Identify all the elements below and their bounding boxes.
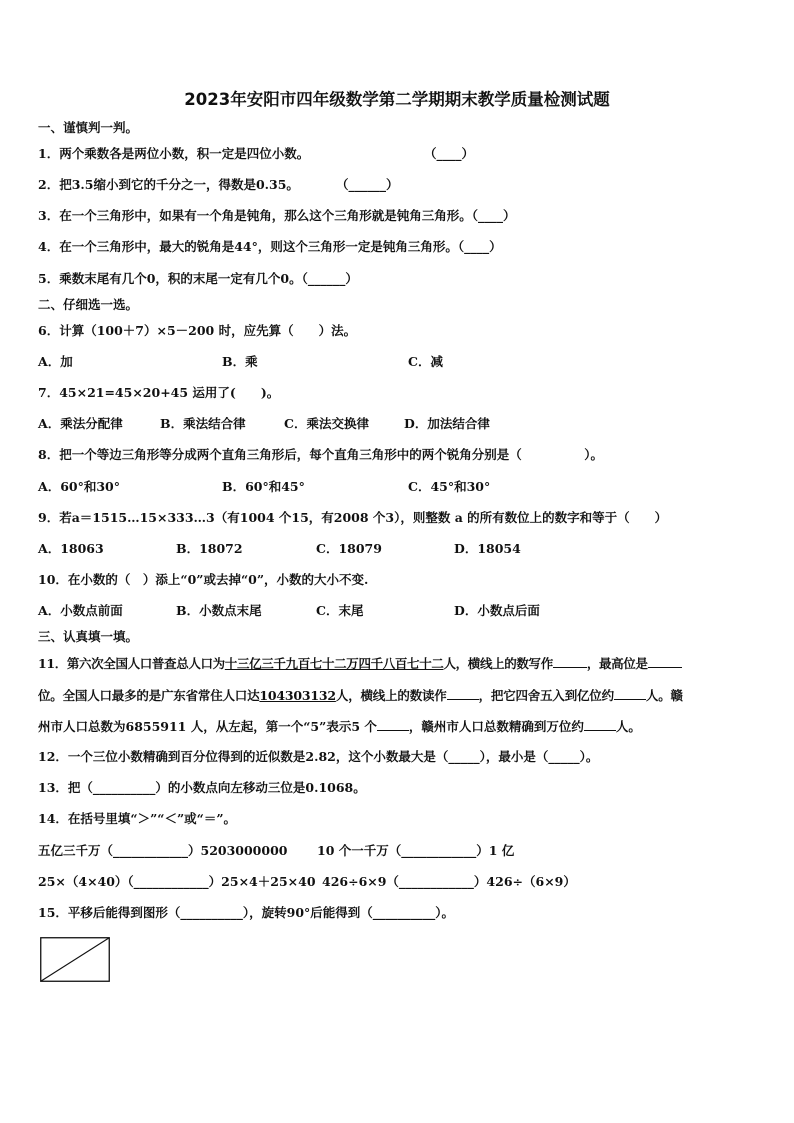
question-11-line-1	[38, 655, 682, 672]
question-7-option-c[interactable]: C．乘法交换律	[284, 416, 369, 431]
question-6-option-a[interactable]: A．加	[38, 354, 73, 369]
question-11-text: ，把它四舍五入到亿位约	[478, 688, 614, 703]
question-9-option-a[interactable]: A．18063	[38, 541, 104, 556]
question-11-text: 11．第六次全国人口普查总人口为	[38, 656, 225, 671]
question-7-option-a[interactable]: A．乘法分配律	[38, 416, 123, 431]
figure-diagonal-line	[41, 938, 110, 982]
question-1	[38, 146, 309, 162]
question-9-option-d[interactable]: D．18054	[454, 541, 521, 556]
answer-blank[interactable]	[614, 687, 646, 700]
question-7-option-b[interactable]: B．乘法结合律	[160, 416, 246, 431]
question-6-option-c[interactable]: C．减	[408, 354, 443, 369]
question-11-text: 州市人口总数为6855911 人，从左起，第一个“5”表示5 个	[38, 719, 377, 734]
question-9-option-b[interactable]: B．18072	[176, 541, 243, 556]
question-7-option-d[interactable]: D．加法结合律	[404, 416, 490, 431]
question-2	[38, 177, 299, 193]
question-10-option-d[interactable]: D．小数点后面	[454, 603, 540, 618]
question-13: 13．把（__________）的小数点向左移动三位是0.1068。	[38, 780, 366, 795]
question-9-option-c[interactable]: C．18079	[316, 541, 382, 556]
question-8-option-b[interactable]: B．60°和45°	[222, 479, 305, 494]
question-14-compare-4[interactable]: 426÷6×9（____________）426÷（6×9）	[322, 874, 576, 889]
question-11-text: 人。赣	[645, 688, 683, 703]
question-14-compare-2[interactable]: 10 个一千万（____________）1 亿	[317, 843, 515, 858]
question-8-option-c[interactable]: C．45°和30°	[408, 479, 491, 494]
question-10: 10．在小数的（ ）添上“0”或去掉“0”，小数的大小不变.	[38, 572, 369, 587]
question-11-text: 人，横线上的数写作	[443, 656, 553, 671]
question-14-compare-3[interactable]: 25×（4×40）（____________）25×4＋25×40	[38, 874, 316, 889]
question-10-option-a[interactable]: A．小数点前面	[38, 603, 123, 618]
question-14: 14．在括号里填“＞”“＜”或“＝”。	[38, 811, 237, 826]
question-11-guangdong-number: 104303132	[259, 688, 336, 703]
answer-blank[interactable]	[447, 687, 479, 700]
question-9: 9．若a＝1515…15×333…3（有1004 个15，有2008 个3），则整数 a 的所有数位上的数字和等于（ ）	[38, 510, 668, 525]
parallelogram-figure	[40, 937, 110, 982]
question-3: 3．在一个三角形中，如果有一个角是钝角，那么这个三角形就是钝角三角形。（____）	[38, 208, 516, 223]
question-6: 6．计算（100＋7）×5－200 时，应先算（ ）法。	[38, 323, 357, 338]
question-8: 8．把一个等边三角形等分成两个直角三角形后，每个直角三角形中的两个锐角分别是（ ）。	[38, 447, 603, 462]
answer-blank[interactable]	[377, 718, 409, 731]
question-7: 7．45×21=45×20+45 运用了( )。	[38, 385, 280, 400]
answer-blank[interactable]	[648, 655, 682, 668]
question-12: 12．一个三位小数精确到百分位得到的近似数是2.82，这个小数最大是（_____），最小是（_____）。	[38, 749, 599, 764]
question-11-text: 位。全国人口最多的是广东省常住人口达	[38, 688, 260, 703]
question-1-answer-blank[interactable]: （____）	[424, 146, 475, 161]
question-6-option-b[interactable]: B．乘	[222, 354, 258, 369]
question-11-line-3	[38, 718, 641, 735]
question-11-text: ，赣州市人口总数精确到万位约	[408, 719, 584, 734]
question-11-text: ，最高位是	[586, 656, 648, 671]
section-heading-judge: 一、谨慎判一判。	[38, 120, 139, 135]
question-2-text: 2．把3.5缩小到它的千分之一，得数是0.35。	[38, 177, 299, 192]
question-8-option-a[interactable]: A．60°和30°	[38, 479, 120, 494]
question-11-text: 人，横线上的数读作	[335, 688, 447, 703]
question-15: 15．平移后能得到图形（__________），旋转90°后能得到（__________）。	[38, 905, 455, 920]
question-10-option-c[interactable]: C．末尾	[316, 603, 364, 618]
question-11-population-words: 十三亿三千九百七十二万四千八百七十二	[224, 656, 444, 671]
section-heading-fill: 三、认真填一填。	[38, 629, 139, 644]
question-10-option-b[interactable]: B．小数点末尾	[176, 603, 262, 618]
question-14-compare-1[interactable]: 五亿三千万（____________）5203000000	[38, 843, 288, 858]
question-11-line-2	[38, 687, 683, 704]
question-1-text: 1．两个乘数各是两位小数，积一定是四位小数。	[38, 146, 310, 161]
page-title: 2023年安阳市四年级数学第二学期期末教学质量检测试题	[184, 90, 610, 109]
question-11-text: 人。	[615, 719, 641, 734]
question-4: 4．在一个三角形中，最大的锐角是44°，则这个三角形一定是钝角三角形。（____）	[38, 239, 502, 254]
answer-blank[interactable]	[553, 655, 587, 668]
question-5: 5．乘数末尾有几个0，积的末尾一定有几个0。（______）	[38, 271, 358, 286]
question-2-answer-blank[interactable]: （______）	[336, 177, 399, 192]
section-heading-choose: 二、仔细选一选。	[38, 297, 139, 312]
answer-blank[interactable]	[584, 718, 616, 731]
